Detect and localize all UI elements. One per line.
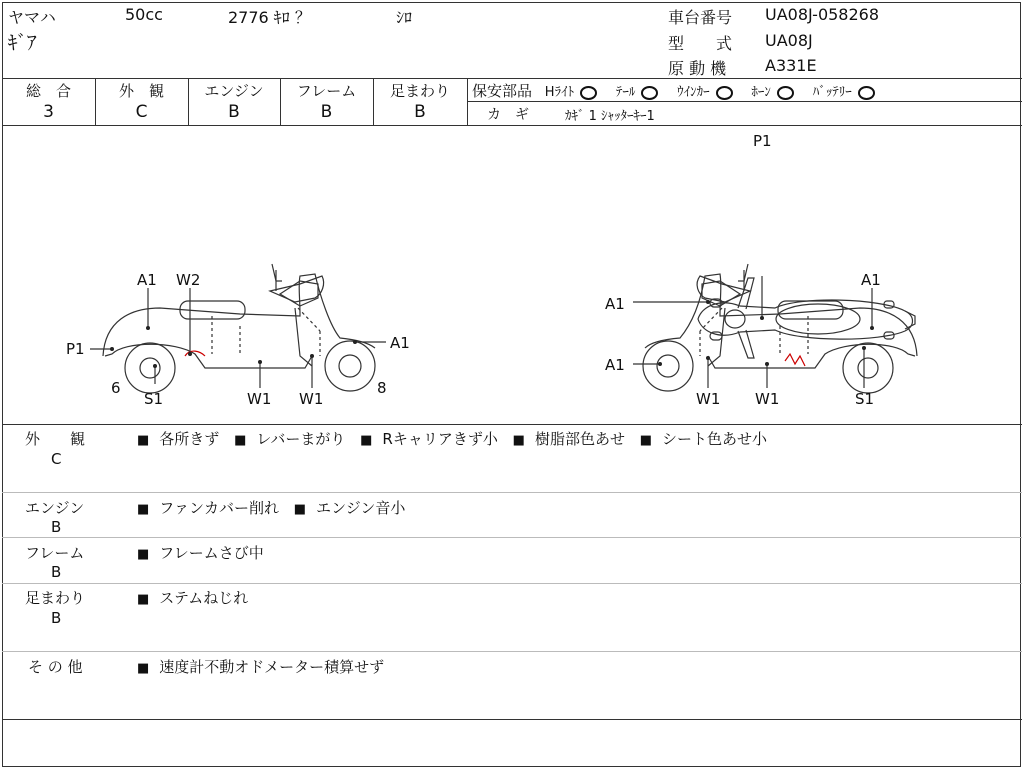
- frame-no-label: 車台番号: [668, 8, 733, 27]
- note-item: Rキャリアきず小: [382, 430, 498, 448]
- diagram-label: P1: [753, 132, 772, 150]
- safety-label: 保安部品: [472, 82, 533, 100]
- mileage: 2776 ｷﾛ ？: [228, 8, 311, 27]
- diagram-label: 8: [377, 379, 387, 397]
- diagram-label: A1: [605, 356, 625, 374]
- grade-engine-label: エンジン: [204, 82, 264, 100]
- color: ｼﾛ: [396, 8, 413, 27]
- keys-label: カ ギ: [487, 107, 529, 123]
- damage-diagram: [0, 126, 1024, 424]
- diagram-label: W1: [299, 390, 324, 408]
- bullet-square-icon: ■: [639, 433, 653, 448]
- diagram-label: A1: [605, 295, 625, 313]
- frame-no: UA08J-058268: [765, 5, 880, 24]
- section-exterior-notes: [137, 428, 767, 449]
- section-other-label: そ の 他: [28, 658, 83, 676]
- diagram-label: S1: [855, 390, 875, 408]
- divider: [2, 651, 1022, 652]
- maker: ヤマハ: [8, 8, 56, 27]
- section-suspension-label: 足まわり: [25, 589, 86, 607]
- divider: [2, 583, 1022, 584]
- diagram-label: W1: [696, 390, 721, 408]
- note-item: シート色あせ小: [662, 430, 768, 448]
- note-item: ファンカバー削れ: [159, 499, 279, 517]
- diagram-label: P1: [66, 340, 85, 358]
- bullet-square-icon: ■: [234, 433, 247, 448]
- keys-value: ｶｷﾞ 1 ｼｬｯﾀｰｷｰ1: [565, 109, 655, 124]
- safety-item-horn: ﾎｰﾝ: [751, 85, 794, 100]
- note-item: 樹脂部色あせ: [534, 430, 625, 448]
- grade-frame-value: B: [320, 102, 333, 122]
- section-exterior-grade: C: [51, 450, 62, 468]
- section-frame-label: フレーム: [25, 544, 85, 562]
- note-item: レバーまがり: [256, 430, 346, 448]
- grade-total-value: 3: [43, 102, 54, 122]
- bullet-square-icon: ■: [137, 433, 150, 448]
- diagram-label: S1: [144, 390, 164, 408]
- grade-exterior-label: 外 観: [118, 82, 164, 100]
- section-other-notes: [137, 656, 384, 677]
- note-item: ステムねじれ: [159, 589, 249, 607]
- bullet-square-icon: ■: [293, 502, 307, 517]
- grade-suspension-label: 足まわり: [389, 82, 450, 100]
- ok-circle-icon: [858, 86, 875, 100]
- engine-label: 原 動 機: [668, 59, 727, 78]
- section-engine-grade: B: [51, 518, 62, 536]
- ok-circle-icon: [777, 86, 794, 100]
- diagram-label: A1: [137, 271, 157, 289]
- scooter-top-view: [698, 278, 915, 358]
- section-suspension-grade: B: [51, 609, 62, 627]
- divider: [2, 492, 1022, 493]
- diagram-label: W2: [176, 271, 201, 289]
- safety-parts-row: [472, 80, 875, 101]
- bullet-square-icon: ■: [137, 592, 150, 607]
- ok-circle-icon: [580, 86, 597, 100]
- diagram-label: A1: [390, 334, 410, 352]
- note-item: 各所きず: [159, 430, 220, 448]
- divider: [467, 101, 1022, 102]
- section-exterior-label: 外 観: [25, 430, 86, 448]
- model-name: ｷﾞｱ: [8, 32, 37, 54]
- bullet-square-icon: ■: [137, 502, 150, 517]
- displacement: 50cc: [125, 5, 163, 24]
- safety-item-tail: ﾃｰﾙ: [616, 85, 659, 100]
- section-engine-label: エンジン: [25, 499, 85, 517]
- divider: [467, 78, 468, 125]
- note-item: 速度計不動オドメーター積算せず: [159, 658, 385, 676]
- type-value: UA08J: [765, 31, 813, 50]
- bullet-square-icon: ■: [360, 433, 373, 448]
- divider: [2, 78, 1022, 79]
- section-frame-grade: B: [51, 563, 62, 581]
- grade-engine-value: B: [228, 102, 240, 122]
- diagram-label: A1: [861, 271, 881, 289]
- ok-circle-icon: [641, 86, 658, 100]
- safety-item-winker: ｳｲﾝｶｰ: [677, 85, 733, 100]
- section-engine-notes: [137, 497, 405, 518]
- engine-value: A331E: [765, 56, 817, 75]
- ok-circle-icon: [716, 86, 733, 100]
- grade-total-label: 総 合: [25, 82, 71, 100]
- safety-item-headlight: Hﾗｲﾄ: [545, 85, 597, 100]
- diagram-label: 6: [111, 379, 121, 397]
- divider: [2, 537, 1022, 538]
- diagram-label: W1: [755, 390, 780, 408]
- divider: [2, 719, 1022, 720]
- divider: [2, 424, 1022, 425]
- note-item: エンジン音小: [316, 499, 406, 517]
- diagram-label: W1: [247, 390, 272, 408]
- grade-exterior-value: C: [135, 102, 148, 122]
- type-label: 型 式: [668, 34, 733, 53]
- grade-frame-label: フレーム: [296, 82, 357, 100]
- safety-item-battery: ﾊﾞｯﾃﾘｰ: [813, 85, 875, 100]
- section-suspension-notes: [137, 587, 248, 608]
- bullet-square-icon: ■: [137, 661, 150, 676]
- note-item: フレームさび中: [159, 544, 264, 562]
- bullet-square-icon: ■: [512, 433, 525, 448]
- grade-suspension-value: B: [414, 102, 426, 122]
- bullet-square-icon: ■: [137, 547, 150, 562]
- section-frame-notes: [137, 542, 264, 563]
